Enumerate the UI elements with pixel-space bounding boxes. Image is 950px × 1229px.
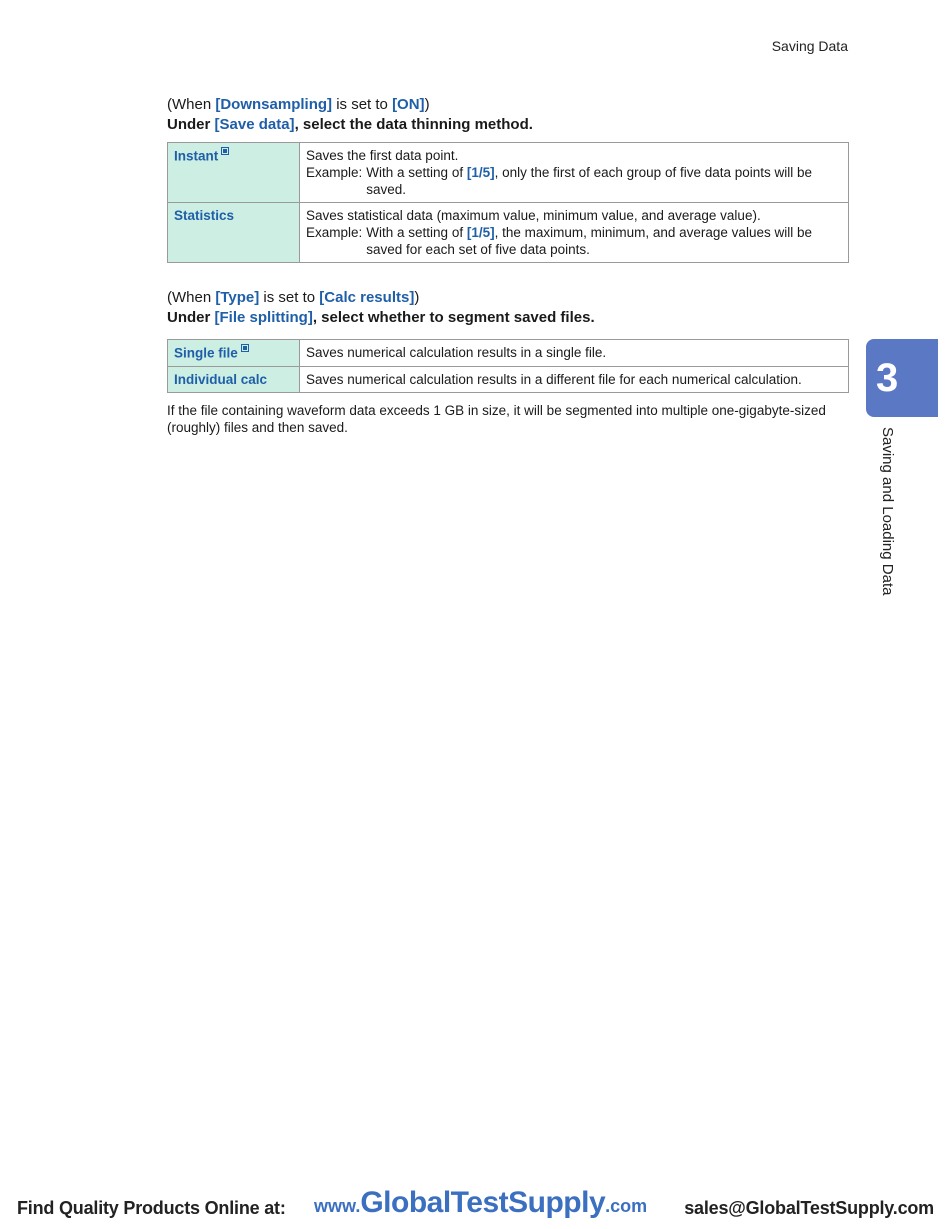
example-text: With a setting of	[366, 165, 467, 180]
option-name-cell	[168, 366, 300, 392]
option-name: Instant	[174, 148, 219, 164]
footer-email-link[interactable]: sales@GlobalTestSupply.com	[684, 1198, 934, 1218]
option-description-cell	[300, 366, 849, 392]
when-text: is set to	[332, 96, 393, 113]
option-description: Saves numerical calculation results in a different file for each numerical calculation.	[306, 371, 802, 387]
when-text: (When	[167, 96, 216, 113]
when-text: (When	[167, 289, 216, 306]
option-description-cell	[300, 340, 849, 367]
example-setting-value: [1/5]	[466, 165, 495, 180]
under-line	[167, 308, 595, 328]
downsampling-condition	[167, 95, 533, 135]
example-setting-value: [1/5]	[466, 225, 495, 240]
when-setting-name: [Type]	[215, 289, 260, 306]
chapter-title-vertical	[876, 427, 898, 627]
option-name: Individual calc	[174, 371, 268, 387]
save-data-options-table	[167, 142, 849, 263]
under-line	[167, 115, 533, 135]
example-label: Example:	[306, 225, 363, 240]
example	[306, 224, 842, 258]
table-row	[168, 340, 849, 367]
example-text: , only the first of each group of five data points will be saved.	[366, 165, 813, 197]
table-row	[168, 143, 849, 203]
when-text: )	[414, 289, 420, 306]
when-setting-name: [Downsampling]	[215, 96, 333, 113]
option-name: Single file	[174, 345, 238, 361]
option-description-cell	[300, 203, 849, 263]
calc-results-condition	[167, 288, 595, 328]
when-setting-value: [Calc results]	[319, 289, 415, 306]
when-line	[167, 95, 533, 115]
option-name-cell	[168, 143, 300, 203]
option-name-cell	[168, 203, 300, 263]
table-row	[168, 366, 849, 392]
under-text: Under	[167, 309, 215, 326]
under-setting-name: [Save data]	[214, 116, 295, 133]
option-description: Saves statistical data (maximum value, minimum value, and average value).	[306, 208, 761, 223]
default-setting-icon	[241, 344, 249, 352]
under-text: Under	[167, 116, 215, 133]
file-splitting-options-table	[167, 339, 849, 393]
example-label: Example:	[306, 165, 363, 180]
when-text: )	[424, 96, 430, 113]
option-name-cell	[168, 340, 300, 367]
url-prefix: www.	[314, 1196, 361, 1216]
file-size-note: If the file containing waveform data exceeds 1 GB in size, it will be segmented into multiple one-gigabyte-sized (roughly) files and then saved.	[167, 403, 826, 435]
url-suffix: .com	[605, 1196, 648, 1216]
default-setting-icon	[221, 147, 229, 155]
footer-website-link[interactable]	[314, 1186, 647, 1220]
footer-tagline: Find Quality Products Online at:	[17, 1198, 286, 1218]
when-text: is set to	[259, 289, 320, 306]
when-line	[167, 288, 595, 308]
example-text: , the maximum, minimum, and average values will be saved for each set of five data points.	[366, 225, 812, 257]
when-setting-value: [ON]	[392, 96, 425, 113]
url-domain: GlobalTestSupply	[360, 1186, 606, 1219]
under-text: , select the data thinning method.	[294, 116, 533, 133]
chapter-title: Saving and Loading Data	[879, 427, 896, 596]
under-text: , select whether to segment saved files.	[312, 309, 595, 326]
example-text: With a setting of	[366, 225, 467, 240]
under-setting-name: [File splitting]	[214, 309, 313, 326]
option-description: Saves the first data point.	[306, 148, 459, 163]
example	[306, 164, 842, 198]
running-header: Saving Data	[771, 38, 848, 54]
chapter-number: 3	[876, 355, 899, 400]
option-description: Saves numerical calculation results in a single file.	[306, 345, 607, 360]
option-name: Statistics	[174, 208, 235, 223]
footer	[0, 1186, 950, 1226]
table-row	[168, 203, 849, 263]
chapter-tab	[866, 339, 938, 417]
option-description-cell	[300, 143, 849, 203]
